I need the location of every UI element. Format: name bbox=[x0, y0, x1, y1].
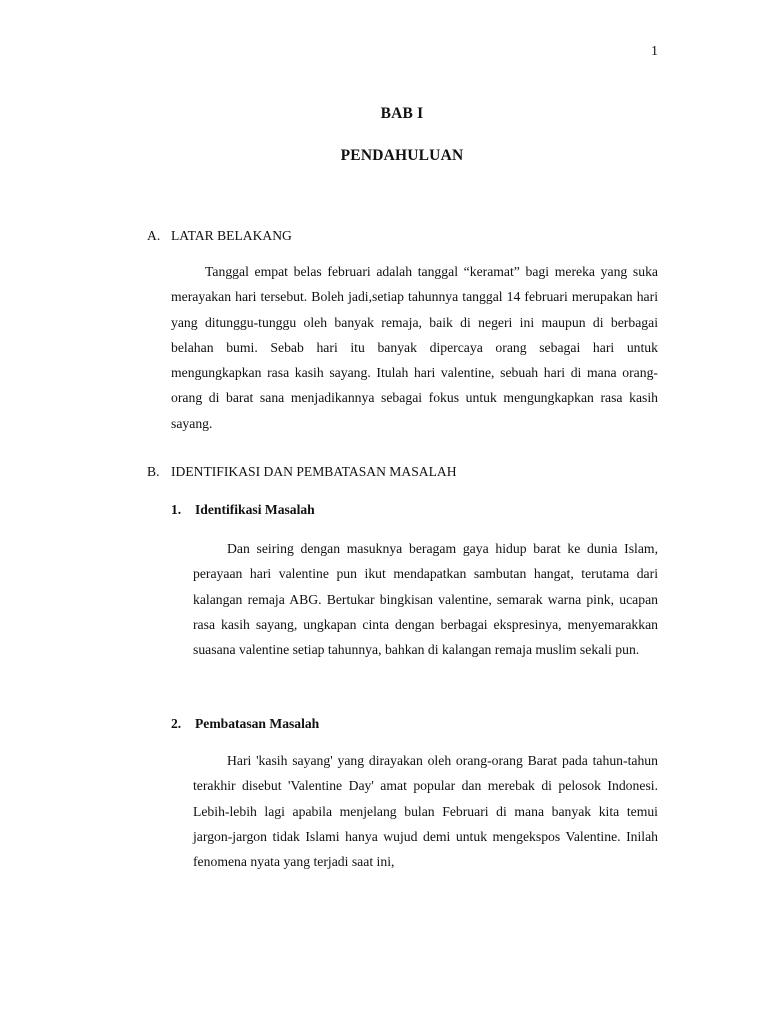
section-a-title: LATAR BELAKANG bbox=[171, 228, 292, 243]
section-b-heading bbox=[147, 464, 457, 480]
section-b-marker: B. bbox=[147, 464, 160, 479]
section-a-heading bbox=[147, 228, 292, 244]
chapter-number: BAB I bbox=[380, 105, 424, 122]
subsection-1-heading bbox=[171, 502, 315, 518]
subsection-2-paragraph: Hari 'kasih sayang' yang dirayakan oleh orang-orang Barat pada tahun-tahun terakhir disebut 'Valentine Day' amat popular dan merebak di pelosok Indonesi. Lebih-lebih lagi apabila menjelang bulan Februari di mana banyak kita temui jargon-jargon tidak Islami hanya wujud demi untuk mengekspos Valentine. Inilah fenomena nyata yang terjadi saat ini, bbox=[193, 753, 658, 870]
section-b-title: IDENTIFIKASI DAN PEMBATASAN MASALAH bbox=[171, 464, 457, 479]
section-a-paragraph: Tanggal empat belas februari adalah tanggal “keramat” bagi mereka yang suka merayakan hari tersebut. Boleh jadi,setiap tahunnya tanggal 14 februari merupakan hari yang ditunggu-tunggu oleh banyak remaja, baik di negeri ini maupun di berbagai belahan bumi. Sebab hari itu banyak dipercaya orang sebagai hari untuk mengungkapkan rasa kasih sayang. Itulah hari valentine, sebuah hari di mana orang-orang di barat sana menjadikannya sebagai fokus untuk mengungkapkan rasa kasih sayang. bbox=[171, 264, 658, 431]
subsection-2-marker: 2. bbox=[171, 716, 182, 731]
section-a-marker: A. bbox=[147, 228, 161, 243]
subsection-2-title: Pembatasan Masalah bbox=[195, 716, 320, 731]
chapter-title: PENDAHULUAN bbox=[340, 147, 464, 164]
subsection-1-marker: 1. bbox=[171, 502, 182, 517]
subsection-2-heading bbox=[171, 716, 319, 732]
subsection-1-title: Identifikasi Masalah bbox=[195, 502, 315, 517]
page-number: 1 bbox=[651, 44, 658, 59]
subsection-1-paragraph: Dan seiring dengan masuknya beragam gaya hidup barat ke dunia Islam, perayaan hari valentine pun ikut mendapatkan sambutan hangat, terutama dari kalangan remaja ABG. Bertukar bingkisan valentine, semarak warna pink, ucapan rasa kasih sayang, ungkapan cinta dengan berbagai ekspresinya, menyemarakkan suasana valentine setiap tahunnya, bahkan di kalangan remaja muslim sekali pun. bbox=[193, 541, 658, 658]
